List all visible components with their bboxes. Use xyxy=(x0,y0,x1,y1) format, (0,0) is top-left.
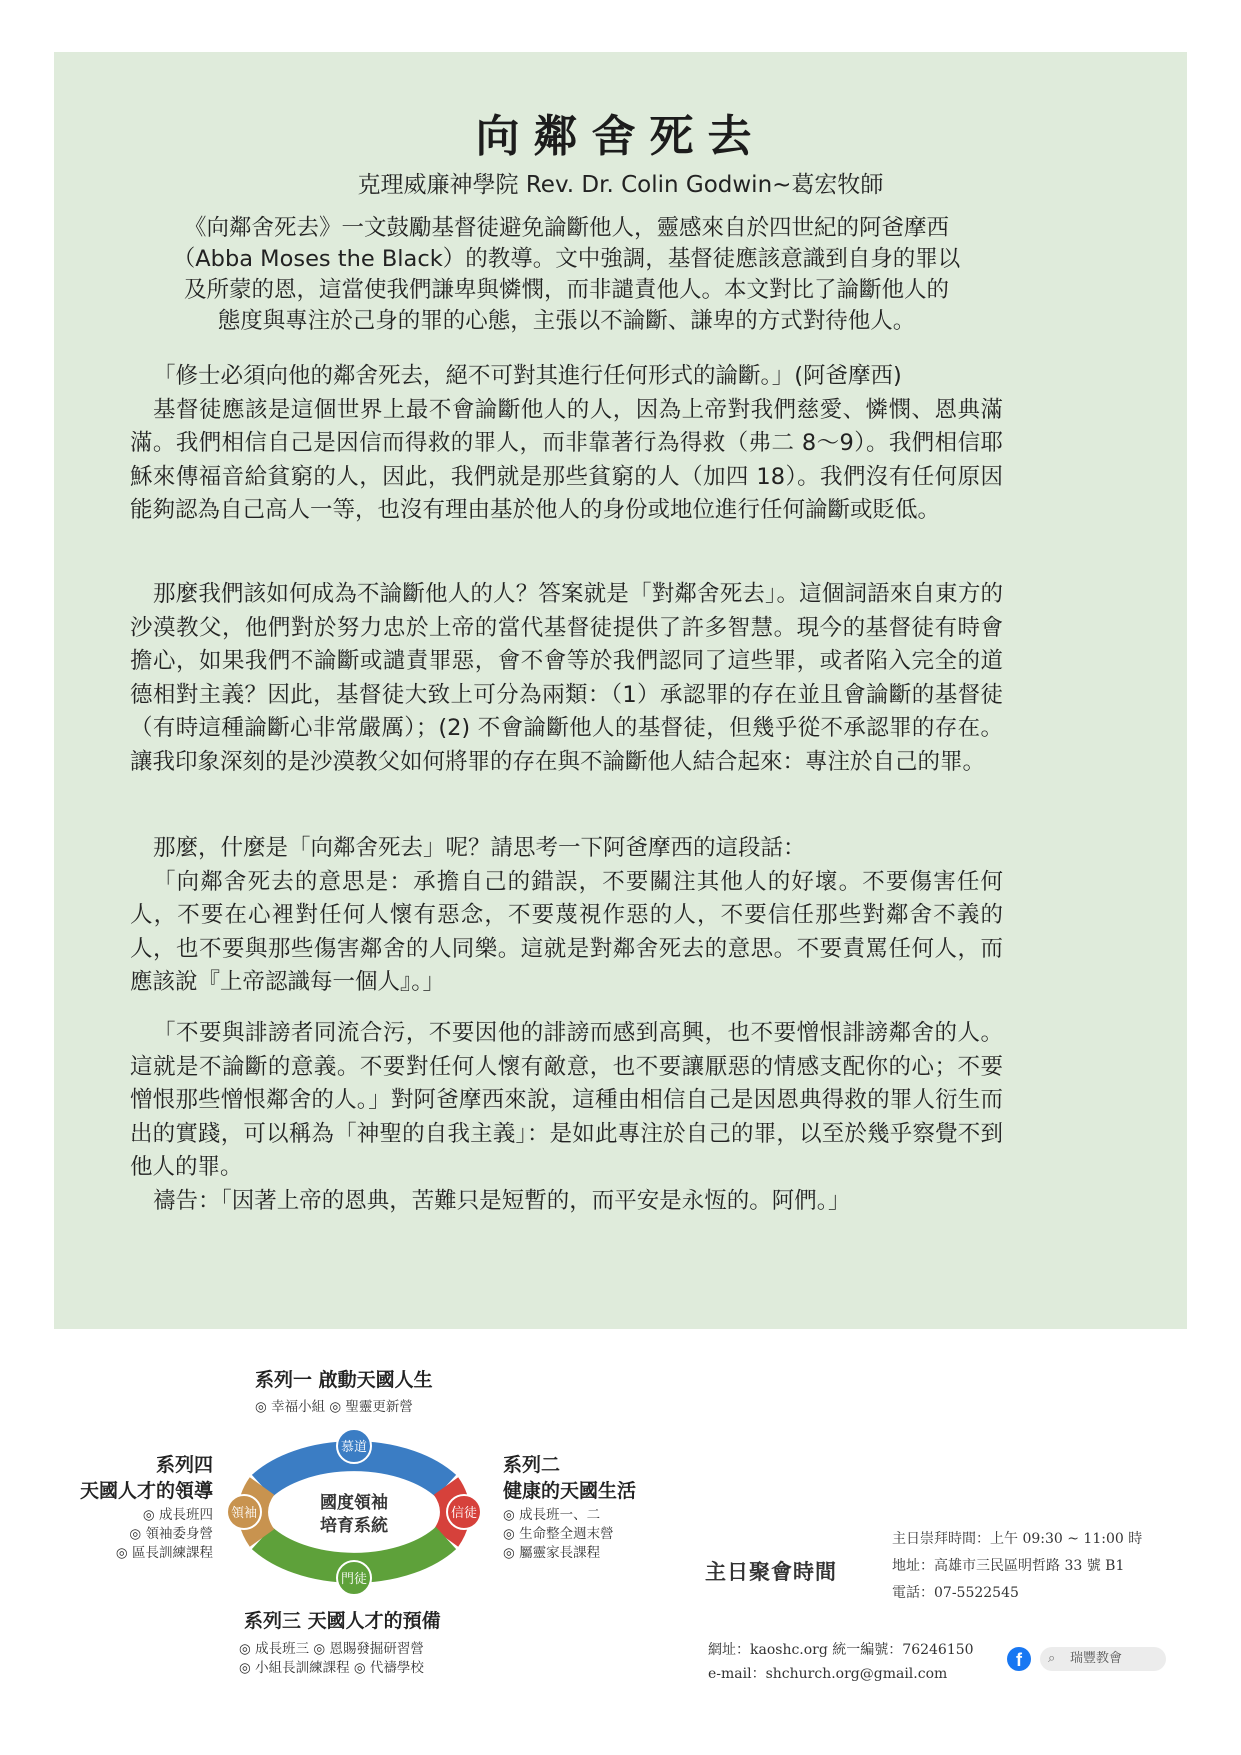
section-4 xyxy=(130,1017,1003,1218)
section-3 xyxy=(130,832,1003,1000)
series-2-title-line1: 系列二 xyxy=(503,1454,561,1476)
search-label: 瑞豐教會 xyxy=(1070,1651,1123,1666)
node-right-label: 信徒 xyxy=(450,1506,478,1521)
summary-line: 《向鄰舍死去》一文鼓勵基督徒避免論斷他人，靈感來自於四世紀的阿爸摩西 xyxy=(183,215,949,241)
quote-paragraph: 「不要與誹謗者同流合污，不要因他的誹謗而感到高興，也不要憎恨誹謗鄰舍的人。這就是不論斷的意義。不要對任何人懷有敵意，也不要讓厭惡的情感支配你的心；不要憎恨那些憎恨鄰舍的人。」對阿爸摩西來說，這種由相信自己是因恩典得救的罪人衍生而出的實踐，可以稱為「神聖的自我主義」：是如此專注於自己的罪，以至於幾乎察覺不到他人的罪。 xyxy=(130,1020,1003,1180)
facebook-icon[interactable]: f xyxy=(1007,1647,1031,1671)
series-item: ◎ 小組長訓練課程 ◎ 代禱學校 xyxy=(239,1660,424,1676)
series-item: ◎ 屬靈家長課程 xyxy=(503,1545,601,1561)
series-item: ◎ 成長班四 xyxy=(142,1507,213,1523)
service-title: 主日聚會時間 xyxy=(705,1560,837,1584)
series-3-title: 系列三 天國人才的預備 xyxy=(244,1610,441,1632)
series-4-title-line2: 天國人才的領導 xyxy=(79,1480,213,1502)
article-author: 克理威廉神學院 Rev. Dr. Colin Godwin~葛宏牧師 xyxy=(357,172,884,198)
series-item: ◎ 成長班三 ◎ 恩賜發掘研習營 xyxy=(239,1641,424,1657)
series-1-title: 系列一 啟動天國人生 xyxy=(255,1369,433,1391)
series-item: ◎ 生命整全週末營 xyxy=(503,1526,614,1542)
summary-line: 及所蒙的恩，這當使我們謙卑與憐憫，而非譴責他人。本文對比了論斷他人的 xyxy=(183,277,949,303)
series-3-items xyxy=(239,1640,424,1678)
series-item: ◎ 領袖委身營 xyxy=(129,1526,213,1542)
article-title: 向鄰舍死去 xyxy=(475,111,766,162)
series-2-title-line2: 健康的天國生活 xyxy=(503,1480,637,1502)
series-item: ◎ 區長訓練課程 xyxy=(115,1545,213,1561)
series-4-title-line1: 系列四 xyxy=(155,1454,213,1476)
phone: 電話：07-5522545 xyxy=(892,1585,1019,1601)
node-top-label: 慕道 xyxy=(340,1440,368,1455)
quote-paragraph: 「向鄰舍死去的意思是：承擔自己的錯誤，不要關注其他人的好壞。不要傷害任何人，不要在心裡對任何人懷有惡念，不要蔑視作惡的人，不要信任那些對鄰舍不義的人，也不要與那些傷害鄰舍的人同樂。這就是對鄰舍死去的意思。不要責罵任何人，而應該說『上帝認識每一個人』。」 xyxy=(130,868,1003,995)
email: e-mail：shchurch.org@gmail.com xyxy=(708,1666,948,1682)
summary-line: （Abba Moses the Black）的教導。文中強調，基督徒應該意識到自身的罪以 xyxy=(172,246,961,272)
section-1 xyxy=(130,360,1003,528)
ring-center-line2: 培育系統 xyxy=(320,1516,388,1536)
address: 地址：高雄市三民區明哲路 33 號 B1 xyxy=(892,1558,1125,1574)
paragraph: 基督徒應該是這個世界上最不會論斷他人的人，因為上帝對我們慈愛、憐憫、恩典滿滿。我們相信自己是因信而得救的罪人，而非靠著行為得救（弗二 8～9）。我們相信耶穌來傳福音給貧窮的人，因此，我們就是那些貧窮的人（加四 18）。我們沒有任何原因能夠認為自己高人一等，也沒有理由基於他人的身份或地位進行任何論斷或貶低。 xyxy=(130,396,1003,523)
series-2-items xyxy=(503,1506,614,1563)
series-item: ◎ 幸福小組 ◎ 聖靈更新營 xyxy=(255,1399,413,1415)
series-item: ◎ 成長班一、二 xyxy=(503,1507,601,1523)
series-1-items xyxy=(255,1398,413,1417)
search-icon: ⌕ xyxy=(1048,1651,1056,1666)
summary-line: 態度與專注於己身的罪的心態，主張以不論斷、謙卑的方式對待他人。 xyxy=(217,308,916,334)
article-summary xyxy=(130,213,1003,337)
series-4-title xyxy=(80,1452,213,1504)
series-2-title xyxy=(503,1452,636,1504)
service-time: 主日崇拜時間：上午 09:30 ~ 11:00 時 xyxy=(892,1531,1143,1547)
quote-abba-moses: 「修士必須向他的鄰舍死去，絕不可對其進行任何形式的論斷。」(阿爸摩西) xyxy=(153,363,902,389)
ring-center-line1: 國度領袖 xyxy=(320,1493,388,1513)
section-2 xyxy=(130,578,1003,779)
website: 網址：kaoshc.org 統一編號：76246150 xyxy=(708,1642,974,1658)
node-bottom-label: 門徒 xyxy=(340,1572,368,1587)
paragraph: 那麼我們該如何成為不論斷他人的人？答案就是「對鄰舍死去」。這個詞語來自東方的沙漠教父，他們對於努力忠於上帝的當代基督徒提供了許多智慧。現今的基督徒有時會擔心，如果我們不論斷或譴責罪惡，會不會等於我們認同了這些罪，或者陷入完全的道德相對主義？因此，基督徒大致上可分為兩類：（1）承認罪的存在並且會論斷的基督徒（有時這種論斷心非常嚴厲）；(2) 不會論斷他人的基督徒，但幾乎從不承認罪的存在。讓我印象深刻的是沙漠教父如何將罪的存在與不論斷他人結合起來：專注於自己的罪。 xyxy=(130,581,1003,775)
paragraph: 那麼，什麼是「向鄰舍死去」呢？請思考一下阿爸摩西的這段話： xyxy=(153,835,806,861)
node-left-label: 領袖 xyxy=(230,1506,258,1521)
series-4-items xyxy=(116,1506,213,1563)
prayer: 禱告：「因著上帝的恩典，苦難只是短暫的，而平安是永恆的。阿們。」 xyxy=(153,1187,851,1214)
facebook-search-box[interactable] xyxy=(1040,1647,1166,1671)
leadership-ring-diagram xyxy=(220,1430,488,1594)
